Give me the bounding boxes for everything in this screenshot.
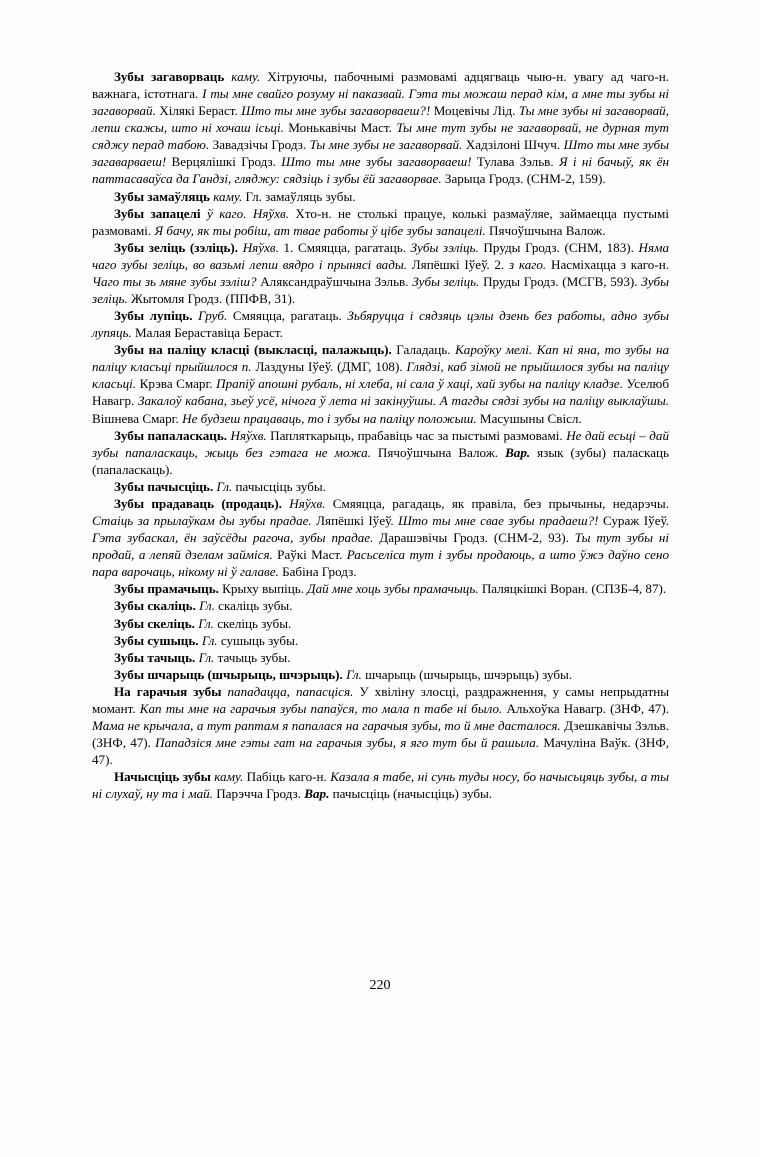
dictionary-entry: Зубы лупіць. Груб. Смяяцца, рагатаць. Зьбяруцца і сядзяць цэлы дзень без работы, адно зубы лупяць. Малая Бераставіца Бераст. — [92, 308, 670, 341]
dictionary-entry: Начысціць зубы каму. Пабіць каго-н. Казала я табе, ні сунь туды носу, бо начысьцяць зубы, а ты ні слухаў, ну та і май. Парэчча Гродз. Вар. пачысціць (начысціць) зубы. — [92, 769, 669, 802]
dictionary-entry: Зубы шчарыць (шчырыць, шчэрыць). Гл. шчарыць (шчырыць, шчэрыць) зубы. — [114, 666, 573, 682]
dictionary-entry: Зубы прамачыць. Крыху выпіць. Дай мне хоць зубы прамачыць. Паляцкішкі Воран. (СПЗБ-4, 87). — [114, 581, 667, 597]
dictionary-entry: Зубы запацелі ў каго. Няўхв. Хто-н. не столькі працуе, колькі размаўляе, займаецца пустымі размовамі. Я бачу, як ты робіш, ат твае работы ў цібе зубы запацелі. Пячоўшчына Валож. — [92, 205, 669, 238]
dictionary-entry: Зубы на паліцу класці (выкласці, палажыць). Галадаць. Кароўку мелі. Кап ні яна, то зубы на паліцу класьці прыйшлося п. Лаздуны Іўеў. (ДМГ, 108). Глядзі, каб зімой не прыйшлося зубы на паліцу класьці. Крэва Смарг. Прапіў апошні рубаль, ні хлеба, ні сала ў хаці, хай зубы на паліцу кладзе. Уселюб Навагр. Закалоў кабана, зьеў усё, нічога ў лета ні закінуўшы. А тагды сядзі зубы на паліцу выклаўшы. Вішнева Смарг. Не будзеш працаваць, то і зубы на паліцу положыш. Масушыны Свісл. — [92, 342, 670, 426]
dictionary-entry: Зубы тачыць. Гл. тачыць зубы. — [114, 649, 291, 665]
dictionary-entry: На гарачыя зубы пападацца, папасціся. У хвіліну злосці, раздражнення, у самы непрыдатны момант. Кап ты мне на гарачыя зубы папаўся, то мала п табе ні было. Альхоўка Навагр. (ЗНФ, 47). Мама не крычала, а тут раптам я папалася на гарачыя зубы, то й мне дасталося. Дзешкавічы Зэльв. (ЗНФ, 47). Пападзіся мне гэты гат на гарачыя зубы, я яго тут бы й рашыла. Мачуліна Ваўк. (ЗНФ, 47). — [92, 683, 670, 768]
dictionary-entry: Зубы скаліць. Гл. скаліць зубы. — [114, 598, 293, 614]
dictionary-entry: Зубы зеліць (зэліць). Няўхв. 1. Смяяцца, рагатаць. Зубы зэліць. Пруды Гродз. (СНМ, 183). Няма чаго зубы зеліць, во вазьмі лепш вядро і прынясі вады. Ляпёшкі Іўеў. 2. з каго. Насміхацца з каго-н. Чаго ты зь мяне зубы зэліш? Аляксандраўшчына Зэльв. Зубы зеліць. Пруды Гродз. (МСГВ, 593). Зубы зеліць. Жытомля Гродз. (ППФВ, 31). — [92, 239, 669, 307]
page-content — [92, 68, 669, 802]
page-number: 220 — [369, 978, 391, 993]
dictionary-entry: Зубы загаворваць каму. Хітруючы, пабочнымі размовамі адцягваць чыю-н. увагу ад чаго-н. важнага, істотнага. І ты мне свайго розуму ні паказвай. Гэта ты можаш перад кім, а мне ты зубы ні загаворвай. Хілякі Бераст. Што ты мне зубы загаворваеш?! Моцевічы Лід. Ты мне зубы ні загаворвай, лепш скажы, што ні хочаш ісьці. Монькавічы Маст. Ты мне тут зубы не загаворвай, не дурная тут сяджу перад табою. Завадзічы Гродз. Ты мне зубы не загаворвай. Хадзілоні Шчуч. Што ты мне зубы загаварваеш! Верцялішкі Гродз. Што ты мне зубы загаворваеш! Тулава Зэльв. Я і ні бачыў, як ён паттасаваўса да Гандзі, гляджу: сядзіць і зубы ёй загаворвае. Зарыца Гродз. (СНМ-2, 159). — [92, 69, 669, 187]
dictionary-entry: Зубы скеліць. Гл. скеліць зубы. — [114, 615, 292, 631]
dictionary-entry: Зубы пачысціць. Гл. пачысціць зубы. — [114, 478, 326, 494]
dictionary-entry: Зубы замаўляць каму. Гл. замаўляць зубы. — [114, 188, 356, 204]
dictionary-entry: Зубы сушыць. Гл. сушыць зубы. — [114, 632, 299, 648]
dictionary-entry: Зубы прадаваць (продаць). Няўхв. Смяяцца, рагадаць, як правіла, без прычыны, недарэчы. Стаіць за прылаўкам ды зубы прадае. Ляпёшкі Іўеў. Што ты мне свае зубы прадаеш?! Сураж Іўеў. Гэта зубаскал, ён заўсёды рагоча, зубы прадае. Дарашэвічы Гродз. (СНМ-2, 93). Ты тут зубы ні продай, а лепяй дзелам займіся. Раўкі Маст. Расьселіса тут і зубы продаюць, а што ўжэ даўно сено пара варочаць, нікому ні ў галаве. Бабіна Гродз. — [92, 495, 670, 580]
dictionary-entry: Зубы папаласкаць. Няўхв. Папляткарыць, прабавіць час за пыстымі размовамі. Не дай есьці – дай зубы папаласкаць, жыць без гэтага не можа. Пячоўшчына Валож. Вар. язык (зубы) паласкаць (папаласкаць). — [92, 427, 670, 477]
